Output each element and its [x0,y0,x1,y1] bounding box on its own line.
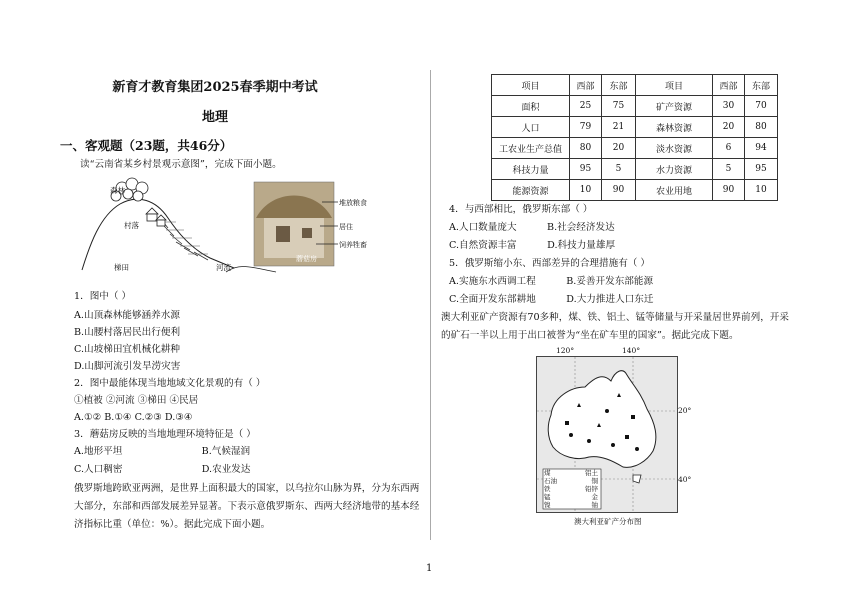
exam-title: 新育才教育集团2025春季期中考试 [112,80,318,95]
map-lon-120: 120° [556,346,575,355]
table-header-cell: 西部 [570,75,602,96]
table-cell: 80 [745,117,778,138]
label-river: 河流 [216,263,231,272]
label-mushroom-house: 蘑菇房 [296,255,317,263]
label-terrace: 梯田 [114,263,129,272]
legend-bauxite: 铝土 [585,469,598,477]
table-cell: 能源资源 [492,180,570,201]
map-lat-40: 40° [678,475,692,484]
table-cell: 94 [745,138,778,159]
table-cell: 人口 [492,117,570,138]
table-cell: 农业用地 [636,180,713,201]
section-heading: 一、客观题（23题，共46分） [60,138,233,153]
q2-stem: 2．图中最能体现当地地域文化景观的有（ ） [74,378,266,389]
table-cell: 淡水资源 [636,138,713,159]
table-row [492,159,778,180]
map-lon-140: 140° [622,346,641,355]
q4-options-cd: C.自然资源丰富 D.科技力量雄厚 [449,240,616,251]
australia-passage-line-2: 的矿石一半以上用于出口被誉为“坐在矿车里的国家”。据此完成下题。 [441,330,739,341]
q3-options-cd: C.人口稠密 D.农业发达 [74,464,251,475]
intro-text: 读“云南省某乡村景观示意图”，完成下面小题。 [80,159,282,170]
legend-gold: 金 [591,493,598,501]
column-divider [430,70,431,540]
q3-stem: 3．蘑菇房反映的当地地理环境特征是（ ） [74,429,256,440]
table-row [492,138,778,159]
table-row [492,117,778,138]
legend-copper: 铜 [591,477,598,485]
q5-stem: 5．俄罗斯缩小东、西部差异的合理措施有（ ） [449,258,651,269]
q1-option-b: B.山腰村落居民出行便利 [74,327,181,338]
map-caption: 澳大利亚矿产分布图 [574,517,642,526]
q4-options-ab: A.人口数量庞大 B.社会经济发达 [449,222,615,233]
table-cell: 25 [570,96,602,117]
label-dwelling: 居住 [339,223,353,231]
map-legend [544,469,598,509]
q4-stem: 4．与西部相比，俄罗斯东部（ ） [449,204,593,215]
q3-options-ab: A.地形平坦 B.气候湿润 [74,446,251,457]
table-cell: 水力资源 [636,159,713,180]
legend-lead-zinc: 铅锌 [585,485,598,493]
table-cell: 10 [570,180,602,201]
table-cell: 6 [713,138,745,159]
table-cell: 20 [602,138,636,159]
table-header-cell: 项目 [636,75,713,96]
label-granary: 堆放粮食 [339,199,367,207]
table-cell: 90 [602,180,636,201]
table-cell: 工农业生产总值 [492,138,570,159]
table-header-cell: 东部 [602,75,636,96]
page-number: 1 [426,563,433,574]
legend-nickel: 镍 [544,501,551,509]
table-cell: 70 [745,96,778,117]
map-lat-20: 20° [678,406,692,415]
legend-iron: 铁 [544,485,551,493]
table-cell: 10 [745,180,778,201]
q5-options-cd: C.全面开发东部耕地 D.大力推进人口东迁 [449,294,654,305]
q1-stem: 1．图中（ ） [74,291,132,302]
table-cell: 80 [570,138,602,159]
table-cell: 科技力量 [492,159,570,180]
table-cell: 5 [602,159,636,180]
table-cell: 面积 [492,96,570,117]
q2-choices: A.①② B.①④ C.②③ D.③④ [74,412,193,423]
table-cell: 20 [713,117,745,138]
table-cell: 森林资源 [636,117,713,138]
label-livestock: 饲养牲畜 [339,241,367,249]
table-cell: 30 [713,96,745,117]
table-header-cell: 项目 [492,75,570,96]
label-village: 村落 [124,221,139,230]
russia-passage-line-3: 济指标比重（单位：%）。据此完成下面小题。 [74,519,271,530]
label-forest: 森林 [110,186,125,195]
table-cell: 21 [602,117,636,138]
legend-oil: 石油 [544,477,557,485]
table-cell: 75 [602,96,636,117]
q1-option-a: A.山顶森林能够涵养水源 [74,310,180,321]
table-cell: 95 [570,159,602,180]
australia-passage-line-1: 澳大利亚矿产资源有70多种，煤、铁、铝土、锰等储量与开采量居世界前列，开采 [441,312,789,323]
table-row [492,96,778,117]
russia-indicator-table [491,74,778,201]
q1-option-d: D.山脚河流引发旱涝灾害 [74,361,181,372]
table-header-cell: 东部 [745,75,778,96]
table-cell: 79 [570,117,602,138]
russia-passage-line-2: 大部分，东部和西部发展差异显著。下表示意俄罗斯东、西两大经济地带的基本经 [74,501,420,512]
table-row [492,180,778,201]
subject-title: 地理 [201,110,228,125]
legend-coal: 煤 [544,469,551,477]
russia-passage-line-1: 俄罗斯地跨欧亚两洲，是世界上面积最大的国家，以乌拉尔山脉为界，分为东西两 [74,483,420,494]
table-cell: 95 [745,159,778,180]
q5-options-ab: A.实施东水西调工程 B.妥善开发东部能源 [449,276,654,287]
legend-uranium: 铀 [591,501,598,509]
table-cell: 5 [713,159,745,180]
table-cell: 90 [713,180,745,201]
table-header-row [492,75,778,96]
q1-option-c: C.山坡梯田宜机械化耕种 [74,344,180,355]
table-header-cell: 西部 [713,75,745,96]
q2-items: ①植被 ②河流 ③梯田 ④民居 [74,395,199,406]
table-cell: 矿产资源 [636,96,713,117]
legend-manganese: 锰 [544,493,551,501]
